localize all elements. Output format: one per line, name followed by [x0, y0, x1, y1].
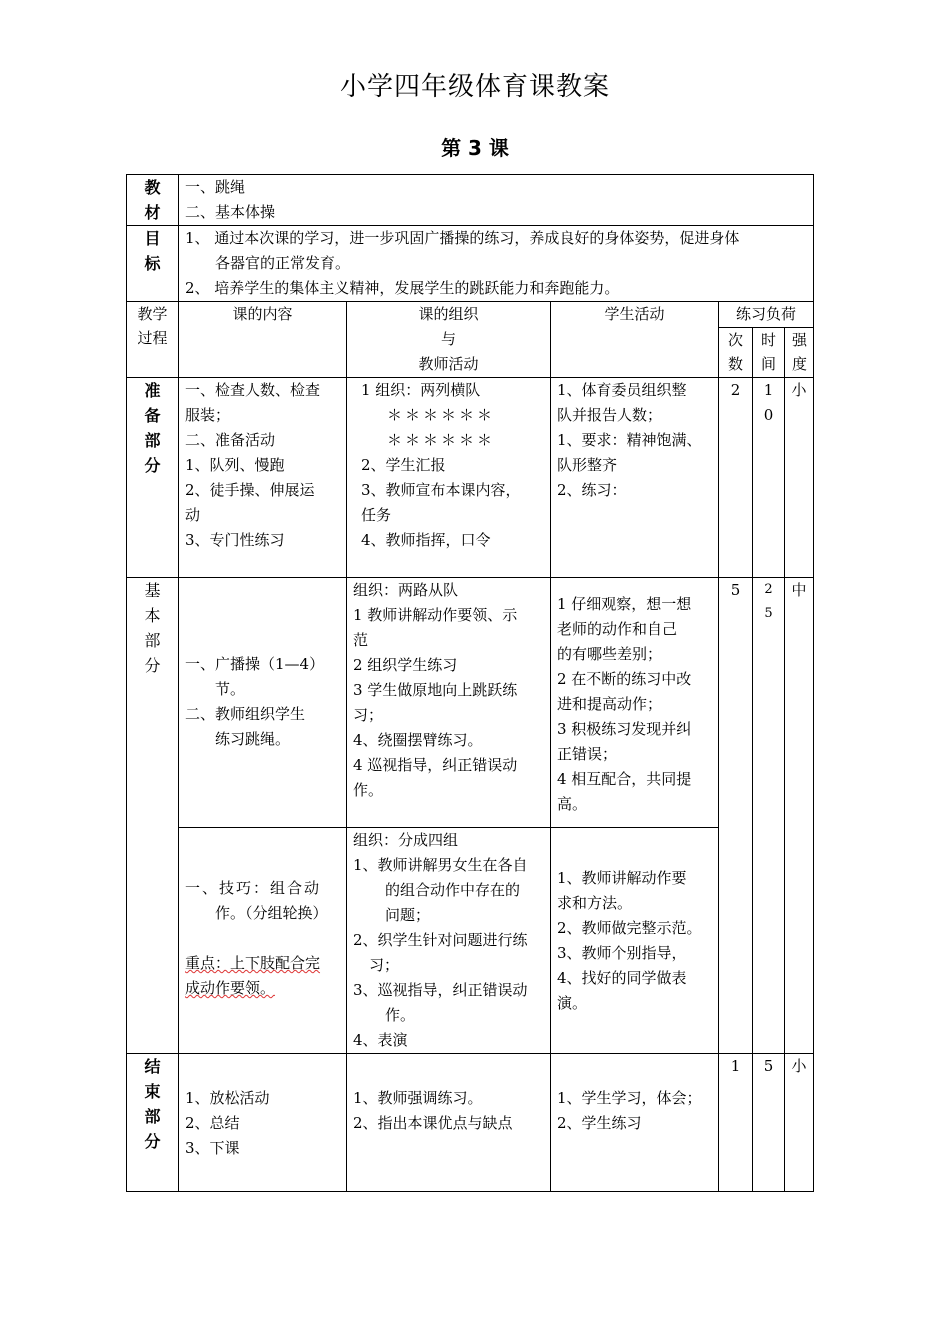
- header-org: 课的组织 与 教师活动: [347, 302, 551, 378]
- prepare-count: 2: [719, 378, 753, 578]
- prepare-student: 1、体育委员组织整 队并报告人数； 1、要求：精神饱满、 队形整齐 2、练习：: [551, 378, 719, 578]
- goal-label: 目 标: [127, 226, 179, 302]
- material-row: [127, 175, 814, 226]
- page-title: 小学四年级体育课教案: [339, 72, 610, 102]
- end-count: 1: [719, 1054, 753, 1192]
- header-intensity: 强度: [785, 328, 814, 378]
- header-row: [127, 302, 814, 328]
- header-time: 时间: [753, 328, 785, 378]
- basic-content-1: 一、广播操（1—4） 节。 二、教师组织学生 练习跳绳。: [179, 578, 347, 828]
- basic-student-1: 1 仔细观察，想一想 老师的动作和自己 的有哪些差别； 2 在不断的练习中改 进和提高动作； 3 积极练习发现并纠 正错误； 4 相互配合，共同提 高。: [551, 578, 719, 828]
- basic-count: 5: [719, 578, 753, 1054]
- material-content: [179, 175, 814, 226]
- goal-content: [179, 226, 814, 302]
- basic-org-2: 组织：分成四组 1、教师讲解男女生在各自 的组合动作中存在的 问题； 2、织学生针对问题进行练 习； 3、巡视指导，纠正错误动 作。 4、表演: [347, 828, 551, 1054]
- formation-stars: ＊＊＊＊＊＊: [387, 431, 496, 449]
- key-point: 成动作要领。: [185, 979, 276, 997]
- basic-org-1: 组织：两路从队 1 教师讲解动作要领、示 范 2 组织学生练习 3 学生做原地向上跳跃练 习； 4、绕圈摆臂练习。 4 巡视指导，纠正错误动 作。: [347, 578, 551, 828]
- end-content: 1、放松活动 2、总结 3、下课: [179, 1054, 347, 1192]
- basic-content-2: 一、技巧：组合动 作。（分组轮换） 重点：上下肢配合完 成动作要领。: [179, 828, 347, 1054]
- basic-intensity: 中: [785, 578, 814, 1054]
- lesson-plan-table: [126, 174, 814, 1192]
- prepare-org: 1 组织：两列横队 ＊＊＊＊＊＊ ＊＊＊＊＊＊ 2、学生汇报 3、教师宣布本课内容， 任务 4、教师指挥，口令: [347, 378, 551, 578]
- material-line: 一、跳绳: [185, 178, 246, 196]
- header-process: 教学过程: [127, 302, 179, 378]
- lesson-number: 第 3 课: [441, 136, 509, 160]
- goal-line: 1、 通过本次课的学习，进一步巩固广播操的练习，养成良好的身体姿势，促进身体: [185, 229, 740, 247]
- end-time: 5: [753, 1054, 785, 1192]
- basic-time: 2 5: [753, 578, 785, 1054]
- goal-line: 2、 培养学生的集体主义精神，发展学生的跳跃能力和奔跑能力。: [185, 279, 620, 297]
- basic-student-2: 1、教师讲解动作要 求和方法。 2、教师做完整示范。 3、教师个别指导， 4、找好的同学做表 演。: [551, 828, 719, 1054]
- end-intensity: 小: [785, 1054, 814, 1192]
- header-load: 练习负荷: [719, 302, 814, 328]
- prepare-intensity: 小: [785, 378, 814, 578]
- goal-line: 各器官的正常发育。: [215, 254, 351, 272]
- formation-stars: ＊＊＊＊＊＊: [387, 406, 496, 424]
- prepare-content: 一、检查人数、检查 服装； 二、准备活动 1、队列、慢跑 2、徒手操、伸展运 动 3、专门性练习: [179, 378, 347, 578]
- prepare-row: [127, 378, 814, 578]
- end-row: [127, 1054, 814, 1192]
- basic-row-2: [127, 828, 814, 1054]
- end-org: 1、教师强调练习。 2、指出本课优点与缺点: [347, 1054, 551, 1192]
- header-student: 学生活动: [551, 302, 719, 378]
- prepare-label: 准 备 部 分: [127, 378, 179, 578]
- header-content: 课的内容: [179, 302, 347, 378]
- header-count: 次数: [719, 328, 753, 378]
- goal-row: [127, 226, 814, 302]
- end-student: 1、学生学习，体会； 2、学生练习: [551, 1054, 719, 1192]
- material-label: 教 材: [127, 175, 179, 226]
- end-label: 结 束 部 分: [127, 1054, 179, 1192]
- basic-row-1: [127, 578, 814, 828]
- key-point: 重点：上下肢配合完: [185, 954, 321, 972]
- prepare-time: 1 0: [753, 378, 785, 578]
- material-line: 二、基本体操: [185, 203, 276, 221]
- basic-label: 基 本 部 分: [127, 578, 179, 1054]
